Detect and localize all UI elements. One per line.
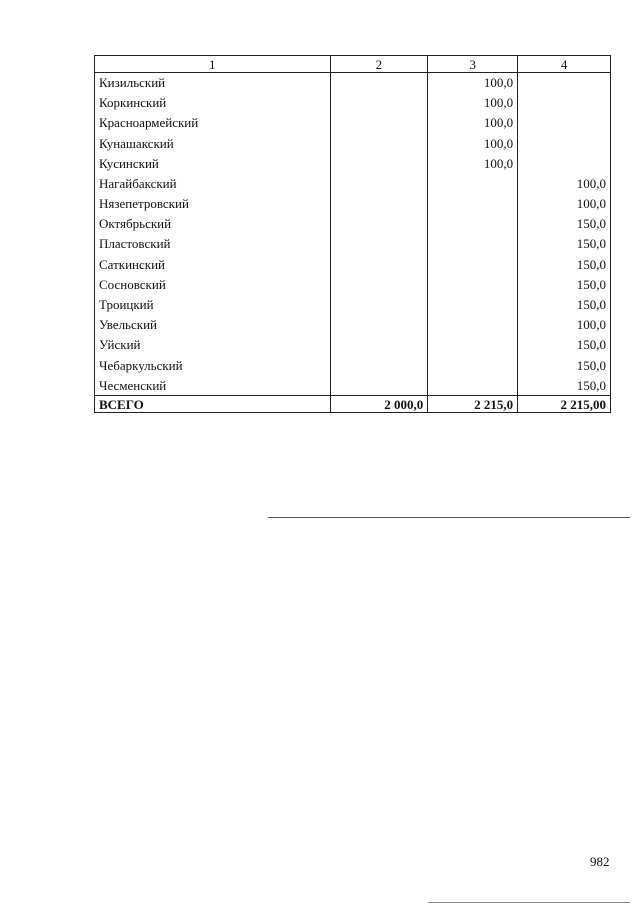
district-name: Нязепетровский [95, 194, 331, 214]
district-name: Сосновский [95, 274, 331, 294]
value-col-2 [330, 254, 428, 274]
value-col-4 [518, 93, 611, 113]
value-col-4: 150,0 [518, 274, 611, 294]
district-name: Саткинский [95, 254, 331, 274]
table-row [95, 153, 611, 173]
value-col-4 [518, 133, 611, 153]
value-col-4: 100,0 [518, 315, 611, 335]
value-col-4: 150,0 [518, 355, 611, 375]
value-col-2 [330, 133, 428, 153]
value-col-3 [428, 295, 518, 315]
value-col-2 [330, 214, 428, 234]
separator-line [268, 517, 630, 518]
value-col-3: 100,0 [428, 73, 518, 93]
value-col-3 [428, 355, 518, 375]
value-col-3 [428, 234, 518, 254]
district-name: Октябрьский [95, 214, 331, 234]
table-row [95, 254, 611, 274]
value-col-4: 150,0 [518, 214, 611, 234]
table-row [95, 375, 611, 395]
page-number: 982 [590, 854, 610, 869]
district-name: Уйский [95, 335, 331, 355]
value-col-2 [330, 234, 428, 254]
district-name: Троицкий [95, 295, 331, 315]
value-col-3: 100,0 [428, 113, 518, 133]
value-col-4: 150,0 [518, 234, 611, 254]
table-row [95, 355, 611, 375]
footer-line [428, 902, 630, 903]
value-col-3: 100,0 [428, 93, 518, 113]
value-col-2 [330, 153, 428, 173]
column-header-4: 4 [518, 56, 611, 73]
total-col-2: 2 000,0 [330, 396, 428, 413]
table-row [95, 295, 611, 315]
total-label: ВСЕГО [95, 396, 331, 413]
value-col-4: 150,0 [518, 295, 611, 315]
district-name: Коркинский [95, 93, 331, 113]
table-row [95, 133, 611, 153]
value-col-4: 150,0 [518, 254, 611, 274]
value-col-3 [428, 375, 518, 395]
value-col-2 [330, 194, 428, 214]
table-row [95, 234, 611, 254]
value-col-4: 150,0 [518, 335, 611, 355]
allocation-table [94, 55, 611, 413]
district-name: Чебаркульский [95, 355, 331, 375]
column-header-2: 2 [330, 56, 428, 73]
value-col-2 [330, 335, 428, 355]
total-col-3: 2 215,0 [428, 396, 518, 413]
value-col-2 [330, 93, 428, 113]
total-row [95, 396, 611, 413]
table-row [95, 274, 611, 294]
column-header-3: 3 [428, 56, 518, 73]
value-col-3 [428, 254, 518, 274]
column-header-1: 1 [95, 56, 331, 73]
value-col-3: 100,0 [428, 153, 518, 173]
district-name: Нагайбакский [95, 173, 331, 193]
district-name: Чесменский [95, 375, 331, 395]
value-col-3 [428, 194, 518, 214]
table-row [95, 93, 611, 113]
district-name: Кусинский [95, 153, 331, 173]
value-col-3 [428, 274, 518, 294]
value-col-2 [330, 355, 428, 375]
value-col-2 [330, 295, 428, 315]
value-col-4 [518, 113, 611, 133]
table-body [95, 73, 611, 396]
district-name: Кунашакский [95, 133, 331, 153]
value-col-2 [330, 315, 428, 335]
value-col-2 [330, 73, 428, 93]
value-col-2 [330, 113, 428, 133]
value-col-4: 100,0 [518, 173, 611, 193]
table-row [95, 73, 611, 93]
table-row [95, 194, 611, 214]
value-col-3 [428, 173, 518, 193]
district-name: Увельский [95, 315, 331, 335]
value-col-4: 150,0 [518, 375, 611, 395]
table-row [95, 214, 611, 234]
district-name: Пластовский [95, 234, 331, 254]
table-row [95, 335, 611, 355]
value-col-3 [428, 335, 518, 355]
total-col-4: 2 215,00 [518, 396, 611, 413]
table-row [95, 315, 611, 335]
value-col-4 [518, 153, 611, 173]
value-col-3 [428, 315, 518, 335]
district-name: Красноармейский [95, 113, 331, 133]
value-col-3: 100,0 [428, 133, 518, 153]
table-row [95, 173, 611, 193]
table-header-row [95, 56, 611, 73]
value-col-2 [330, 173, 428, 193]
value-col-2 [330, 274, 428, 294]
value-col-3 [428, 214, 518, 234]
value-col-4 [518, 73, 611, 93]
value-col-4: 100,0 [518, 194, 611, 214]
value-col-2 [330, 375, 428, 395]
district-name: Кизильский [95, 73, 331, 93]
table-row [95, 113, 611, 133]
